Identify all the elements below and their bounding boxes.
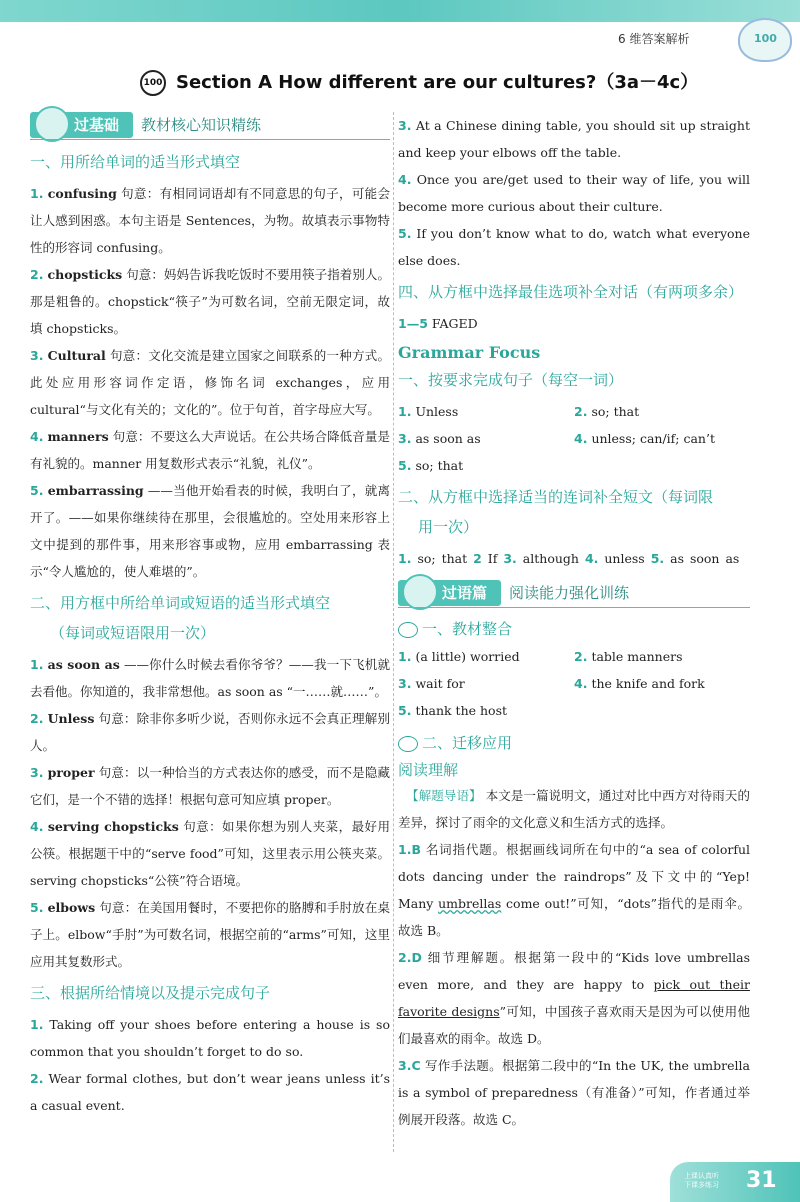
answer-item (30, 651, 390, 705)
item-number: 1. (30, 657, 44, 672)
section-heading: 三、根据所给情境以及提示完成句子 (30, 984, 271, 1002)
item-number: 1. (30, 186, 44, 201)
explanation-text: 句意：除非你多听少说，否则你永远不会真正理解别人。 (30, 711, 390, 753)
answer-text: thank the host (415, 703, 508, 718)
top-bar (0, 0, 800, 22)
answer-word: as soon as (47, 657, 120, 672)
item-number: 3. (30, 765, 44, 780)
section-heading-cont: （每词或短语限用一次） (50, 624, 216, 642)
item-number: 5. (650, 551, 665, 566)
sentence-item (398, 166, 750, 220)
explanation-text: come out!”可知，“dots”指代的是雨伞。故选 B。 (398, 896, 750, 938)
answer-item (30, 705, 390, 759)
answer-text: as soon as (415, 431, 481, 446)
answer-item (30, 894, 390, 975)
answer-text: table manners (591, 649, 683, 664)
item-number: 3. (398, 676, 412, 691)
reading-answer (398, 1052, 750, 1133)
item-number: 4. (574, 676, 588, 691)
grid-answer (398, 643, 574, 670)
sentence-text: Wear formal clothes, but don’t wear jeans unless it’s a casual event. (30, 1071, 390, 1113)
left-column (30, 112, 390, 1119)
grid-answer (473, 551, 497, 566)
item-number: 2. (30, 1071, 44, 1086)
reading-answers (398, 836, 750, 1133)
sentence-text: Once you are/get used to their way of life, you will become more curious about their culture. (398, 172, 750, 214)
explanation-text: ——你什么时候去看你爷爷？——我一下飞机就去看他。你知道的，我非常想他。as soon as “一……就……”。 (30, 657, 390, 699)
answer-word: chopsticks (47, 267, 123, 282)
item-number: 5. (398, 703, 412, 718)
answer-text: so; that (417, 551, 468, 566)
item-number: 1. (398, 842, 412, 857)
item-number: 3. (398, 118, 412, 133)
part4-answer: 1—5 FAGED (398, 316, 478, 331)
explanation-text: ——当他开始看表的时候，我明白了，就离开了。——如果你继续待在那里，会很尴尬的。空处用来形容上文中提到的那件事，用来形容事或物，应用 embarrassing 表示“令人尴尬的，使人难堪的”。 (30, 483, 390, 579)
grid-answer (574, 398, 750, 425)
answer-text: unless (604, 551, 645, 566)
banner-subtitle: 阅读能力强化训练 (509, 584, 630, 602)
banner-reading (398, 580, 750, 610)
answer-text: Unless (415, 404, 459, 419)
item-number: 5. (30, 900, 44, 915)
sentence-item (30, 1065, 390, 1119)
reading-answer (398, 944, 750, 1052)
sentence-item (30, 1011, 390, 1065)
mascot-text: 100 (754, 32, 777, 45)
explanation-text: 句意：不要这么大声说话。在公共场合降低音量是有礼貌的。manner 用复数形式表示“礼貌，礼仪”。 (30, 429, 390, 471)
answer-word: Unless (47, 711, 95, 726)
grid-answer (398, 425, 574, 452)
answer-item (30, 342, 390, 423)
item-number: 2. (574, 404, 588, 419)
banner-basics (30, 112, 390, 142)
grid-answer (585, 551, 645, 566)
grammar-title: Grammar Focus (398, 343, 541, 362)
part3-list (30, 1011, 390, 1119)
item-number: 5. (398, 458, 412, 473)
item-number: 3. (398, 431, 412, 446)
item-number: 1. (398, 649, 412, 664)
answer-word: Cultural (47, 348, 106, 363)
grid-answer (398, 697, 574, 724)
title-text: Section A How different are our cultures?（3a－4c） (176, 72, 699, 93)
answer-word: embarrassing (47, 483, 144, 498)
grid-answer (398, 551, 467, 566)
grid-answer (651, 551, 740, 566)
grid-answer (398, 452, 574, 479)
underlined-phrase: umbrellas (438, 896, 502, 911)
answer-word: elbows (47, 900, 96, 915)
reading-guide: 【解题导语】 本文是一篇说明文，通过对比中西方对待雨天的差异，探讨了雨伞的文化意义和生活方式的选择。 (398, 788, 750, 830)
item-number: 4. (30, 429, 44, 444)
banner-tag: 过语篇 (398, 580, 501, 606)
item-number: 2. (30, 267, 44, 282)
star-badge-icon: 100 (140, 70, 166, 96)
explanation-text: 句意：妈妈告诉我吃饭时不要用筷子指着别人。那是粗鲁的。chopstick“筷子”为可数名词，空前无限定词，故填 chopsticks。 (30, 267, 390, 336)
grid-answer (574, 643, 750, 670)
explanation-text: 句意：文化交流是建立国家之间联系的一种方式。此处应用形容词作定语，修饰名词 exchanges，应用 cultural“与文化有关的；文化的”。位于句首，首字母应大写。 (30, 348, 390, 417)
grid-answer (574, 425, 750, 452)
flower-icon (398, 736, 418, 752)
section-heading: 二、用方框中所给单词或短语的适当形式填空 (30, 594, 331, 612)
part2-list (30, 651, 390, 975)
item-number: 2. (30, 711, 44, 726)
item-number: 4. (574, 431, 588, 446)
item-number: 4. (584, 551, 599, 566)
explanation-text: ”可知，中国孩子喜欢雨天是因为可以使用他们最喜欢的雨伞。故选 D。 (398, 1004, 750, 1046)
answer-item (30, 261, 390, 342)
answer-item (30, 180, 390, 261)
item-number: 1. (30, 1017, 44, 1032)
item-number: 5. (30, 483, 44, 498)
item-number: 5. (398, 226, 412, 241)
page-footer (670, 1162, 800, 1202)
answer-item (30, 423, 390, 477)
item-number: 2. (574, 649, 588, 664)
mascot-icon (738, 18, 792, 62)
answer-key: D (411, 950, 422, 965)
sentence-text: Taking off your shoes before entering a house is so common that you shouldn’t forget to do so. (30, 1017, 390, 1059)
header-label: 6 维答案解析 (618, 32, 690, 46)
answer-text: so; that (591, 404, 640, 419)
g1-answers (398, 398, 750, 479)
grid-answer (503, 551, 579, 566)
explanation-text: 句意：如果你想为别人夹菜，最好用公筷。根据题干中的“serve food”可知，这里表示用公筷夹菜。serving chopsticks“公筷”符合语境。 (30, 819, 390, 888)
item-number: 4. (30, 819, 44, 834)
s1-answers (398, 643, 750, 724)
banner-tag: 过基础 (30, 112, 133, 138)
part3-list-cont (398, 112, 750, 274)
explanation-text: 名词指代题。根据画线词所在句中的“a sea of colorful dots dancing under the raindrops”及下文中的“Yep! Many (398, 842, 750, 911)
item-number: 3. (503, 551, 517, 566)
answer-text: although (522, 551, 579, 566)
explanation-text: 写作手法题。根据第二段中的“In the UK, the umbrella is a symbol of preparedness（有准备）”可知，作者通过举例展开段落。故选 C。 (398, 1058, 750, 1127)
page-number: 31 (746, 1168, 777, 1193)
g2-answers (398, 545, 750, 572)
answer-text: unless; can/if; can’t (591, 431, 715, 446)
column-divider (393, 112, 395, 1152)
section-heading: 一、按要求完成句子（每空一词） (398, 371, 624, 389)
flower-icon (398, 622, 418, 638)
sentence-item (398, 220, 750, 274)
answer-text: wait for (415, 676, 465, 691)
answer-text: If (487, 551, 498, 566)
underlined-phrase: pick out their favorite designs (398, 977, 750, 1019)
page-title (140, 68, 698, 96)
answer-item (30, 813, 390, 894)
answer-text: the knife and fork (591, 676, 705, 691)
item-number: 2. (398, 950, 412, 965)
answer-word: serving chopsticks (47, 819, 179, 834)
section-heading-cont: 用一次） (418, 518, 479, 536)
section-heading: 四、从方框中选择最佳选项补全对话（有两项多余） (398, 283, 744, 301)
footer-slogan: 上课认真听 下课多练习 (684, 1172, 719, 1189)
item-number: 1. (398, 551, 412, 566)
item-number: 3. (30, 348, 44, 363)
grid-answer (574, 670, 750, 697)
answer-item (30, 759, 390, 813)
item-number: 4. (398, 172, 412, 187)
sentence-text: If you don’t know what to do, watch what everyone else does. (398, 226, 750, 268)
banner-subtitle: 教材核心知识精练 (141, 116, 262, 134)
subsection-heading: 二、迁移应用 (398, 732, 750, 753)
answer-key: B (411, 842, 421, 857)
part1-list (30, 180, 390, 585)
grid-answer (398, 398, 574, 425)
item-number: 1. (398, 404, 412, 419)
explanation-text: 细节理解题。根据第一段中的“Kids love umbrellas even more, and they are happy to (398, 950, 750, 992)
right-column (398, 112, 750, 1133)
sentence-text: At a Chinese dining table, you should sit up straight and keep your elbows off the table. (398, 118, 750, 160)
subsection-heading: 一、教材整合 (398, 618, 750, 639)
answer-word: proper (47, 765, 95, 780)
section-heading: 一、用所给单词的适当形式填空 (30, 153, 241, 171)
answer-item (30, 477, 390, 585)
explanation-text: 句意：以一种恰当的方式表达你的感受，而不是隐藏它们，是一个不错的选择！根据句意可知应填 proper。 (30, 765, 390, 807)
reading-answer (398, 836, 750, 944)
answer-text: as soon as (670, 551, 740, 566)
item-number: 3. (398, 1058, 412, 1073)
reading-title: 阅读理解 (398, 761, 459, 779)
answer-text: (a little) worried (415, 649, 520, 664)
explanation-text: 句意：在美国用餐时，不要把你的胳膊和手肘放在桌子上。elbow“手肘”为可数名词，根据空前的“arms”可知，这里应用其复数形式。 (30, 900, 390, 969)
explanation-text: 句意：有相同词语却有不同意思的句子，可能会让人感到困惑。本句主语是 Sentences，为物。故填表示事物特性的形容词 confusing。 (30, 186, 390, 255)
sentence-item (398, 112, 750, 166)
section-heading: 二、从方框中选择适当的连词补全短文（每词限 (398, 488, 714, 506)
item-number: 2 (473, 551, 482, 566)
answer-key: C (411, 1058, 421, 1073)
answer-word: manners (47, 429, 109, 444)
answer-word: confusing (47, 186, 117, 201)
answer-text: so; that (415, 458, 464, 473)
grid-answer (398, 670, 574, 697)
